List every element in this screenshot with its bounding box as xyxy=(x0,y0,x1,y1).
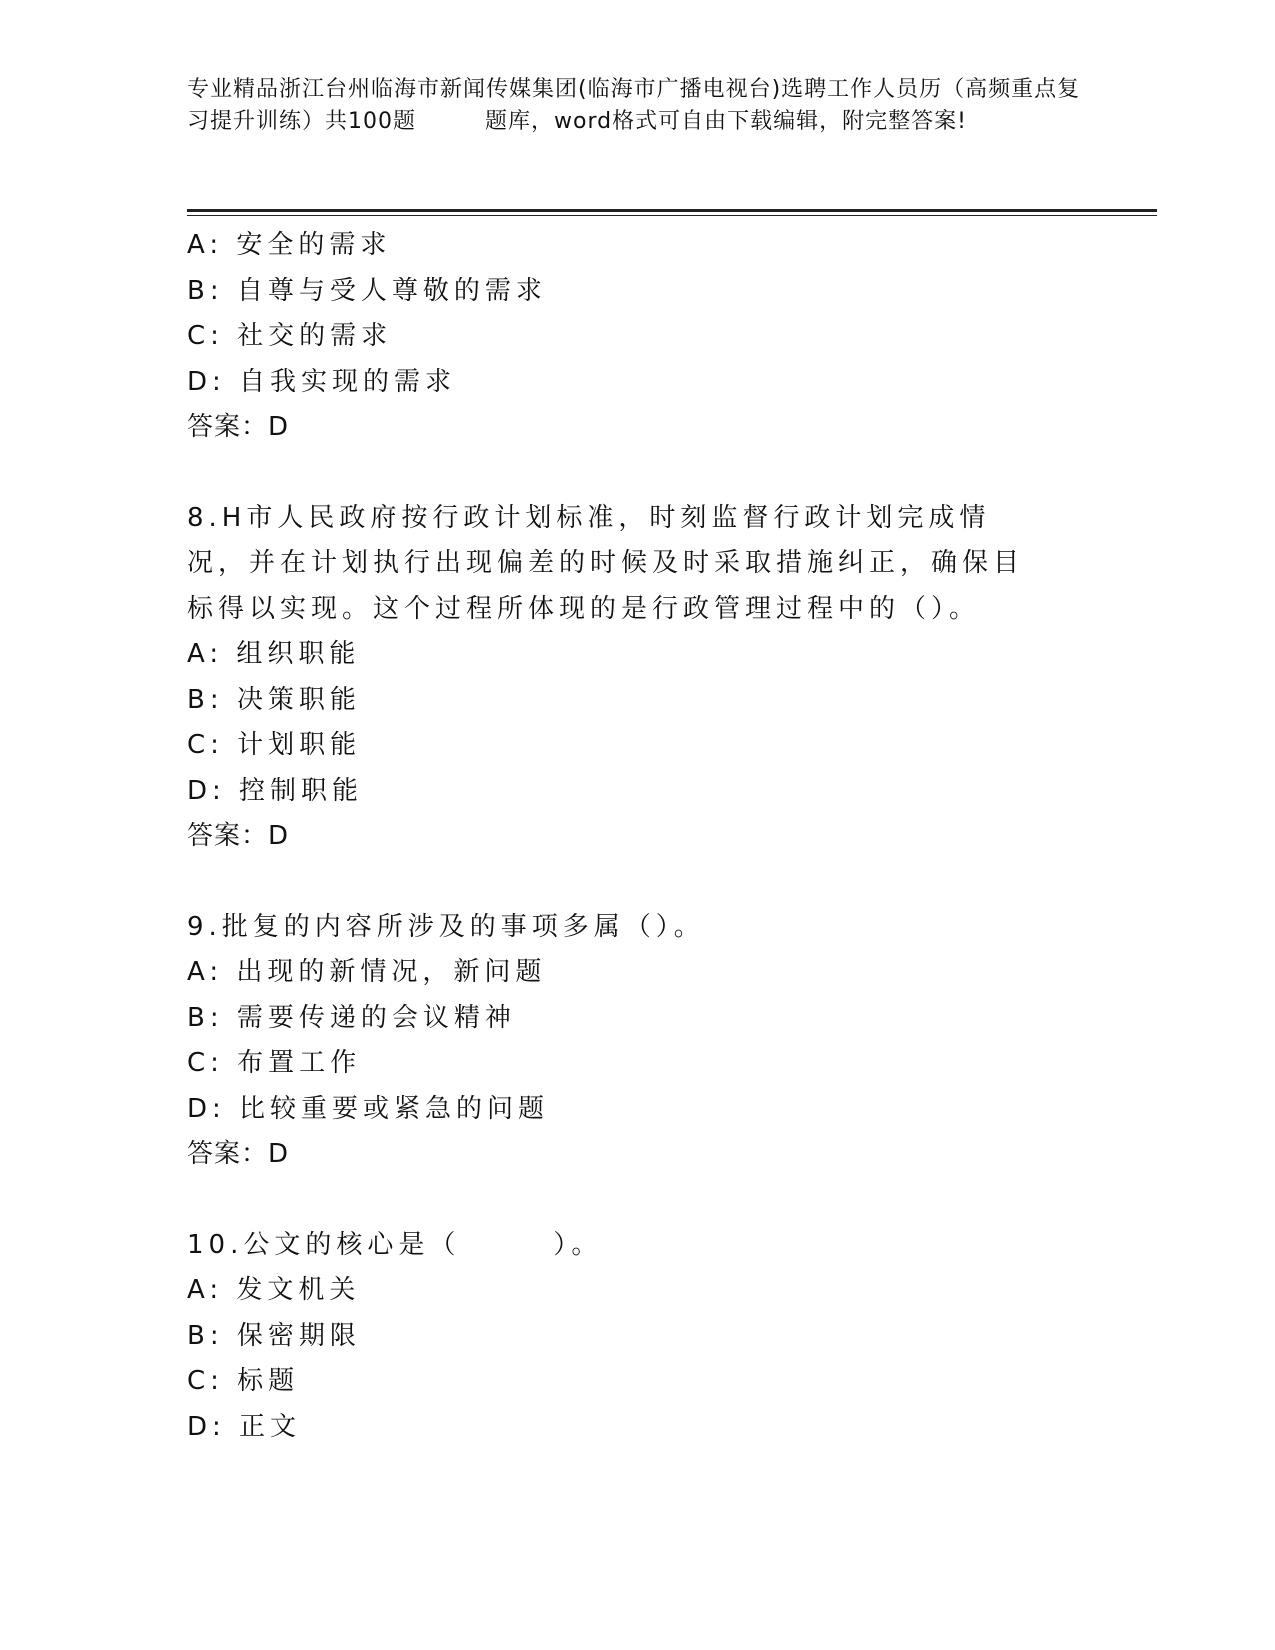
option-c: C: 社交的需求 xyxy=(187,321,393,351)
option-d: D: 控制职能 xyxy=(187,775,364,806)
spacer xyxy=(187,860,1087,905)
header-rule-thick xyxy=(187,209,1157,212)
answer-line: 答案：D xyxy=(187,412,290,442)
question-text: 10.公文的核心是（ ）。 xyxy=(187,1229,603,1260)
option-b: B: 自尊与受人尊敬的需求 xyxy=(187,275,547,306)
question-block xyxy=(187,905,1087,1178)
question-block xyxy=(187,496,1087,860)
option-d: D: 正文 xyxy=(187,1411,302,1442)
option-a: A: 出现的新情况，新问题 xyxy=(187,957,547,987)
header-rule-thin xyxy=(187,215,1157,216)
option-b: B: 决策职能 xyxy=(187,684,361,715)
option-a: A: 发文机关 xyxy=(187,1275,361,1305)
question-block xyxy=(187,1223,1087,1451)
question-text: 8.H市人民政府按行政计划标准，时刻监督行政计划完成情况，并在计划执行出现偏差的时候及时采取措施纠正，确保目标得以实现。这个过程所体现的是行政管理过程中的（）。 xyxy=(187,502,1025,624)
option-c: C: 标题 xyxy=(187,1366,300,1396)
option-c: C: 布置工作 xyxy=(187,1048,362,1078)
option-a: A: 安全的需求 xyxy=(187,230,392,260)
question-text: 9.批复的内容所涉及的事项多属（）。 xyxy=(187,911,705,942)
option-a: A: 组织职能 xyxy=(187,639,361,669)
answer-line: 答案：D xyxy=(187,821,290,851)
document-header: 专业精品浙江台州临海市新闻传媒集团(临海市广播电视台)选聘工作人员历（高频重点复习提升训练）共100题 题库，word格式可自由下载编辑，附完整答案! xyxy=(187,77,1081,134)
option-b: B: 需要传递的会议精神 xyxy=(187,1002,516,1033)
answer-line: 答案：D xyxy=(187,1139,290,1169)
spacer xyxy=(187,1178,1087,1223)
option-b: B: 保密期限 xyxy=(187,1320,361,1351)
question-list xyxy=(187,223,1087,1450)
option-d: D: 自我实现的需求 xyxy=(187,366,457,397)
spacer xyxy=(187,451,1087,496)
option-d: D: 比较重要或紧急的问题 xyxy=(187,1093,550,1124)
option-c: C: 计划职能 xyxy=(187,730,362,760)
question-block xyxy=(187,223,1087,451)
